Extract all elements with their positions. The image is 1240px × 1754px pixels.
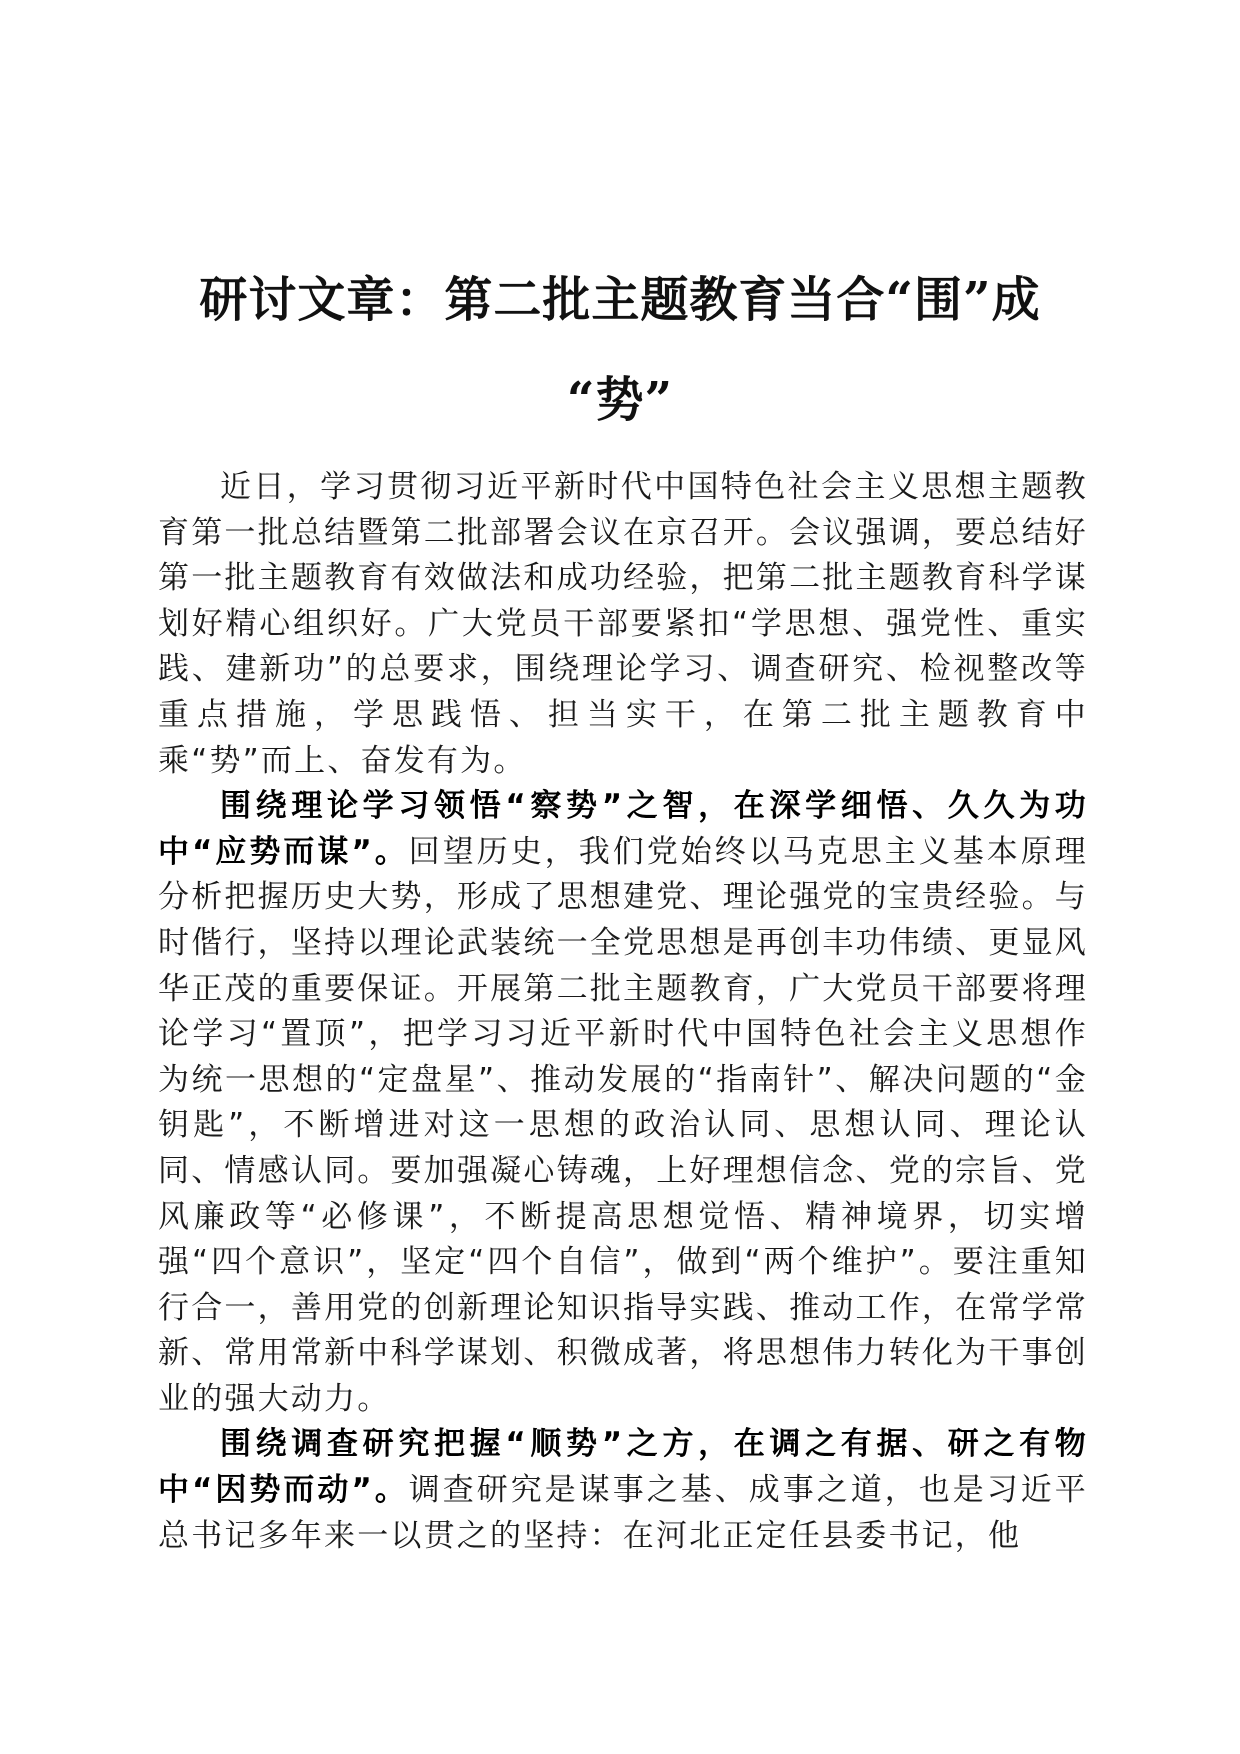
paragraph-text: 调查研究是谋事之基、成事之道，也是习近平总书记多年来一以贯之的坚持：在河北正定任县委书记，他 [158, 1472, 1088, 1554]
paragraph-lead: 围绕理论学习领悟“察势”之智，在深学细悟、久久为功中“应势而谋”。 [158, 788, 1088, 870]
paragraph-text: 近日，学习贯彻习近平新时代中国特色社会主义思想主题教育第一批总结暨第二批部署会议在京召开。会议强调，要总结好第一批主题教育有效做法和成功经验，把第二批主题教育科学谋划好精心组织好。广大党员干部要紧扣“学思想、强党性、重实践、建新功”的总要求，围绕理论学习、调查研究、检视整改等重点措施，学思践悟、担当实干，在第二批主题教育中乘“势”而上、奋发有为。 [158, 469, 1088, 779]
paragraph-text: 回望历史，我们党始终以马克思主义基本原理分析把握历史大势，形成了思想建党、理论强党的宝贵经验。与时偕行，坚持以理论武装统一全党思想是再创丰功伟绩、更显风华正茂的重要保证。开展第二批主题教育，广大党员干部要将理论学习“置顶”，把学习习近平新时代中国特色社会主义思想作为统一思想的“定盘星”、推动发展的“指南针”、解决问题的“金钥匙”，不断增进对这一思想的政治认同、思想认同、理论认同、情感认同。要加强凝心铸魂，上好理想信念、党的宗旨、党风廉政等“必修课”，不断提高思想觉悟、精神境界，切实增强“四个意识”，坚定“四个自信”，做到“两个维护”。要注重知行合一，善用党的创新理论知识指导实践、推动工作，在常学常新、常用常新中科学谋划、积微成著，将思想伟力转化为干事创业的强大动力。 [158, 833, 1088, 1417]
article-body [158, 465, 1088, 1559]
document-title [150, 250, 1090, 450]
title-line-1: 研讨文章：第二批主题教育当合“围”成 [199, 272, 1041, 328]
paragraph-theory-study [158, 784, 1088, 1422]
paragraph-intro [158, 465, 1088, 784]
title-line-2: “势” [566, 372, 674, 428]
paragraph-investigation [158, 1422, 1088, 1559]
paragraph-lead: 围绕调查研究把握“顺势”之方，在调之有据、研之有物中“因势而动”。 [158, 1426, 1088, 1509]
